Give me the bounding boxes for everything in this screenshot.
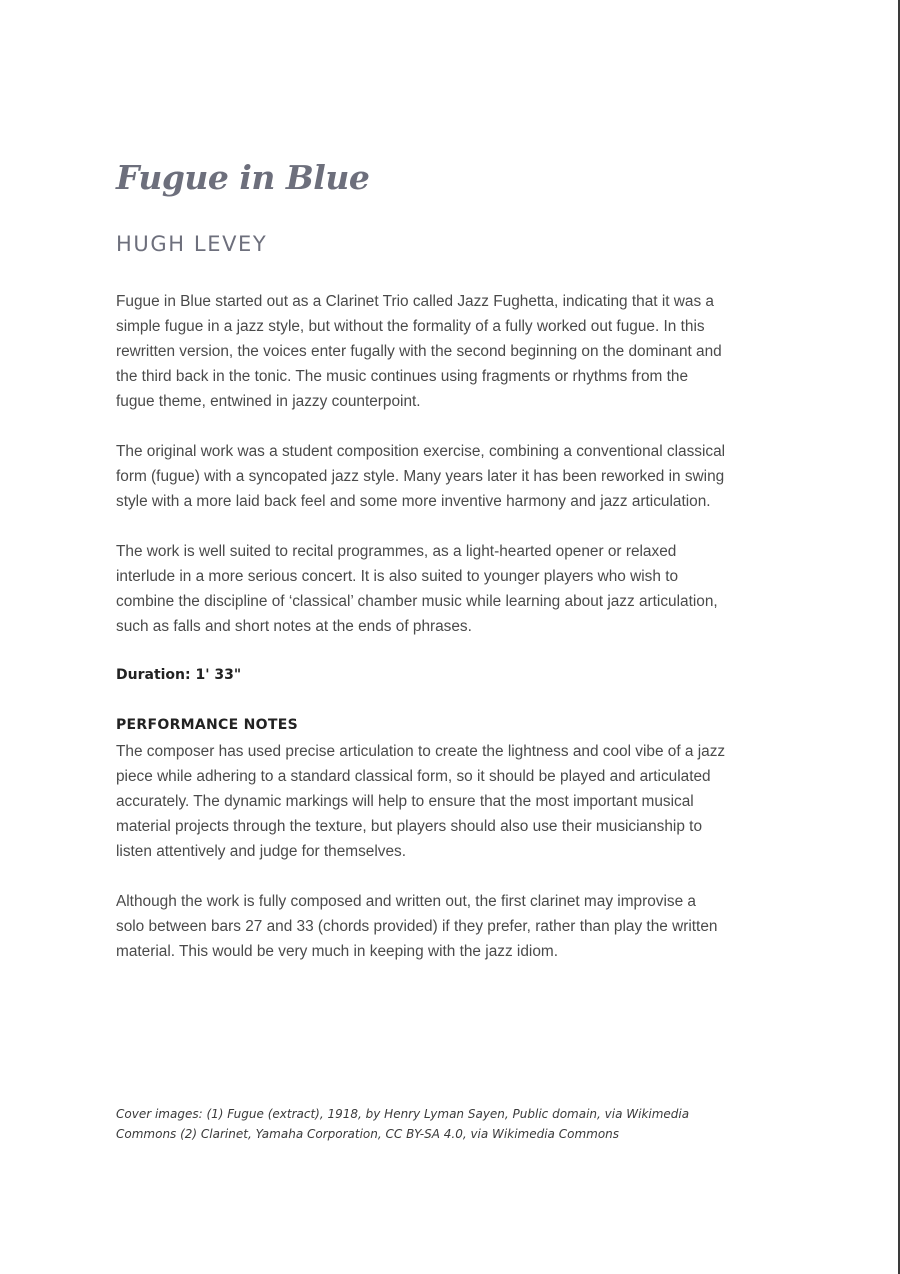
intro-paragraph-2 xyxy=(116,439,792,514)
text-line: combine the discipline of ‘classical’ chamber music while learning about jazz articulation, xyxy=(116,593,718,610)
text-line: material projects through the texture, but players should also use their musicianship to xyxy=(116,818,703,835)
text-line: fugue theme, entwined in jazzy counterpoint. xyxy=(116,393,421,410)
text-line: The composer has used precise articulation to create the lightness and cool vibe of a jazz xyxy=(116,743,726,760)
performance-notes-paragraph-2 xyxy=(116,889,792,964)
duration-label: Duration: 1' 33" xyxy=(116,667,242,683)
text-line: the third back in the tonic. The music continues using fragments or rhythms from the xyxy=(116,368,689,385)
text-line: The work is well suited to recital programmes, as a light-hearted opener or relaxed xyxy=(116,543,677,560)
text-line: Although the work is fully composed and written out, the first clarinet may improvise a xyxy=(116,893,696,910)
text-line: simple fugue in a jazz style, but without the formality of a fully worked out fugue. In this xyxy=(116,318,705,335)
text-line: solo between bars 27 and 33 (chords provided) if they prefer, rather than play the written xyxy=(116,918,718,935)
text-line: interlude in a more serious concert. It is also suited to younger players who wish to xyxy=(116,568,679,585)
cover-image-credits xyxy=(116,1104,792,1144)
performance-notes-heading: PERFORMANCE NOTES xyxy=(116,717,298,733)
text-line: style with a more laid back feel and some more inventive harmony and jazz articulation. xyxy=(116,493,711,510)
performance-notes-paragraph-1 xyxy=(116,739,792,864)
intro-paragraph-1 xyxy=(116,289,792,414)
text-line: Cover images: (1) Fugue (extract), 1918, by Henry Lyman Sayen, Public domain, via Wikimedia xyxy=(116,1107,690,1121)
text-line: such as falls and short notes at the ends of phrases. xyxy=(116,618,472,635)
text-line: Commons (2) Clarinet, Yamaha Corporation, CC BY-SA 4.0, via Wikimedia Commons xyxy=(116,1127,620,1141)
text-line: rewritten version, the voices enter fugally with the second beginning on the dominant and xyxy=(116,343,722,360)
intro-paragraph-3 xyxy=(116,539,792,639)
text-line: The original work was a student composition exercise, combining a conventional classical xyxy=(116,443,726,460)
text-line: piece while adhering to a standard classical form, so it should be played and articulated xyxy=(116,768,711,785)
composer-name: HUGH LEVEY xyxy=(116,232,268,256)
text-line: listen attentively and judge for themselves. xyxy=(116,843,407,860)
text-line: accurately. The dynamic markings will help to ensure that the most important musical xyxy=(116,793,694,810)
text-line: form (fugue) with a syncopated jazz style. Many years later it has been reworked in swing xyxy=(116,468,725,485)
text-line: Fugue in Blue started out as a Clarinet Trio called Jazz Fughetta, indicating that it was a xyxy=(116,293,714,310)
piece-title: Fugue in Blue xyxy=(116,158,370,197)
text-line: material. This would be very much in keeping with the jazz idiom. xyxy=(116,943,558,960)
